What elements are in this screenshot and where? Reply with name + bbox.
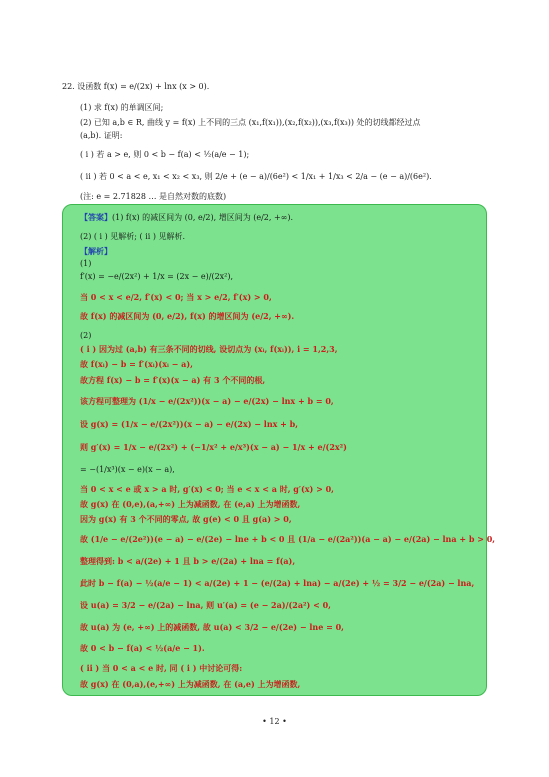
solution-line-10: 设 g(x) = (1/x − e/(2x²))(x − a) − e/(2x) − lnx + b, [80, 419, 299, 429]
answer-line-2: (2) ( i ) 见解析; ( ii ) 见解析. [80, 232, 186, 241]
solution-line-12: = −(1/x³)(x − e)(x − a), [80, 465, 175, 474]
solution-line-21: 故 0 < b − f(a) < ½(a/e − 1). [80, 643, 205, 653]
answer-text: (1) f(x) 的减区间为 (0, e/2), 增区间为 (e/2, +∞). [112, 213, 293, 222]
solution-line-16: 故 (1/e − e/(2e²))(e − a) − e/(2e) − lne + b < 0 且 (1/a − e/(2a²))(a − a) − e/(2a) − lna + b > 0, [80, 534, 496, 544]
solution-line-18: 此时 b − f(a) − ½(a/e − 1) < a/(2e) + 1 − (e/(2a) + lna) − a/(2e) + ½ = 3/2 − e/(2a) − lna, [80, 578, 475, 588]
page-number: • 12 • [262, 717, 287, 726]
analysis-label: 【解析】 [80, 246, 112, 256]
solution-line-17: 整理得到: b < a/(2e) + 1 且 b > e/(2a) + lna = f(a), [80, 556, 296, 566]
question-part2-b: (a,b). 证明: [80, 131, 123, 140]
question-note: (注: e = 2.71828 … 是自然对数的底数) [80, 192, 227, 201]
solution-line-22: ( ii ) 当 0 < a < e 时, 同 ( i ) 中讨论可得: [80, 663, 243, 673]
question-part1: (1) 求 f(x) 的单调区间; [80, 103, 164, 112]
solution-line-1: (1) [80, 259, 92, 268]
answer-label: 【答案】 [80, 212, 112, 222]
solution-line-8: 故方程 f(x) − b = f′(x)(x − a) 有 3 个不同的根, [80, 375, 266, 385]
question-part2-ii: ( ii ) 若 0 < a < e, x₁ < x₂ < x₃, 则 2/e + (e − a)/(6e²) < 1/x₁ + 1/x₃ < 2/a − (e − a)/(6e²). [80, 172, 432, 181]
solution-line-4: 故 f(x) 的减区间为 (0, e/2), f(x) 的增区间为 (e/2, +∞). [80, 311, 295, 321]
solution-line-20: 故 u(a) 为 (e, +∞) 上的减函数, 故 u(a) < 3/2 − e/(2e) − lne = 0, [80, 622, 344, 632]
solution-line-11: 则 g′(x) = 1/x − e/(2x²) + (−1/x² + e/x³)(x − a) − 1/x + e/(2x²) [80, 442, 347, 452]
solution-line-6: ( i ) 因为过 (a,b) 有三条不同的切线, 设切点为 (xᵢ, f(xᵢ)), i = 1,2,3, [80, 344, 338, 354]
solution-line-23: 故 g(x) 在 (0,a),(e,+∞) 上为减函数, 在 (a,e) 上为增函数, [80, 679, 301, 689]
question-header: 22. 设函数 f(x) = e/(2x) + lnx (x > 0). [62, 82, 210, 91]
solution-line-5: (2) [80, 331, 92, 340]
solution-line-2: f′(x) = −e/(2x²) + 1/x = (2x − e)/(2x²), [80, 272, 234, 281]
solution-line-19: 设 u(a) = 3/2 − e/(2a) − lna, 则 u′(a) = (e − 2a)/(2a²) < 0, [80, 600, 331, 610]
solution-line-15: 因为 g(x) 有 3 个不同的零点, 故 g(e) < 0 且 g(a) > 0, [80, 514, 292, 524]
answer-line [80, 212, 293, 223]
solution-line-13: 当 0 < x < e 或 x > a 时, g′(x) < 0; 当 e < x < a 时, g′(x) > 0, [80, 484, 334, 494]
solution-line-14: 故 g(x) 在 (0,e),(a,+∞) 上为减函数, 在 (e,a) 上为增函数, [80, 499, 301, 509]
solution-line-3: 当 0 < x < e/2, f′(x) < 0; 当 x > e/2, f′(x) > 0, [80, 292, 272, 302]
question-part2-i: ( i ) 若 a > e, 则 0 < b − f(a) < ½(a/e − 1); [80, 150, 250, 159]
solution-line-7: 故 f(xᵢ) − b = f′(xᵢ)(xᵢ − a), [80, 359, 193, 369]
question-part2-a: (2) 已知 a,b ∈ R, 曲线 y = f(x) 上不同的三点 (x₁,f(x₁)),(x₂,f(x₂)),(x₃,f(x₃)) 处的切线都经过点 [80, 118, 421, 127]
solution-line-9: 该方程可整理为 (1/x − e/(2x²))(x − a) − e/(2x) − lnx + b = 0, [80, 396, 334, 406]
